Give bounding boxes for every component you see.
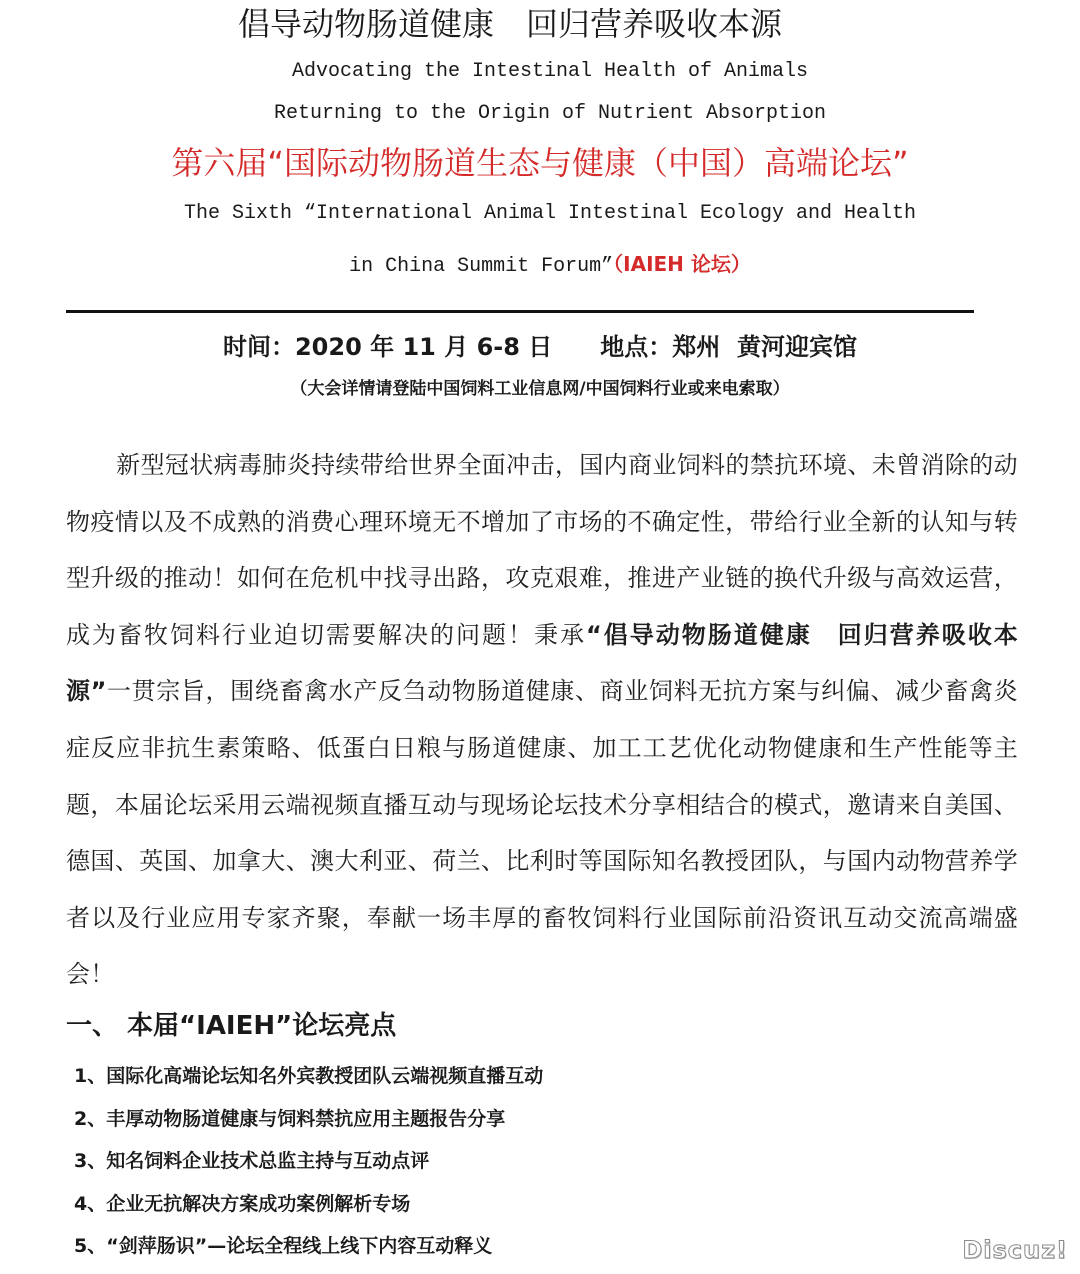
forum-abbr: （IAIEH 论坛） (613, 252, 751, 276)
forum-name-en-line1: The Sixth “International Animal Intestinal Ecology and Health (183, 202, 917, 225)
info-note: （大会详情请登陆中国饲料工业信息网/中国饲料行业或来电索取） (290, 379, 790, 399)
list-item: 2、丰厚动物肠道健康与饲料禁抗应用主题报告分享 (74, 1107, 506, 1130)
intro-paragraph (66, 437, 1018, 1003)
time-place-line: 时间：2020 年 11 月 6-8 日 地点：郑州 黄河迎宾馆 (222, 333, 858, 361)
discuz-watermark: Discuz! (962, 1236, 1068, 1264)
intro-bold-slogan: “倡导动物肠道健康 回归营养吸收本源” (66, 620, 1019, 706)
header-divider (66, 310, 974, 313)
forum-name-cn: 第六届“国际动物肠道生态与健康（中国）高端论坛” (171, 144, 909, 182)
list-item: 4、企业无抗解决方案成功案例解析专场 (74, 1192, 411, 1215)
intro-part2: 一贯宗旨，围绕畜禽水产反刍动物肠道健康、商业饲料无抗方案与纠偏、减少畜禽炎症反应非抗生素策略、低蛋白日粮与肠道健康、加工工艺优化动物健康和生产性能等主题，本届论坛采用云端视频直播互动与现场论坛技术分享相结合的模式，邀请来自美国、德国、英国、加拿大、澳大利亚、荷兰、比利时等国际知名教授团队，与国内动物营养学者以及行业应用专家齐聚，奉献一场丰厚的畜牧饲料行业国际前沿资讯互动交流高端盛会！ (66, 677, 1018, 989)
main-title-cn: 倡导动物肠道健康 回归营养吸收本源 (237, 5, 782, 43)
highlights-list (74, 1055, 974, 1268)
highlights-heading: 一、 本届“IAIEH”论坛亮点 (66, 1011, 397, 1041)
forum-name-en-line2-wrapper (0, 249, 1080, 282)
list-item: 5、“剑萍肠识”—论坛全程线上线下内容互动释义 (74, 1235, 493, 1258)
list-item: 1、国际化高端论坛知名外宾教授团队云端视频直播互动 (74, 1065, 544, 1087)
forum-name-en-line2: in China Summit Forum” (349, 255, 614, 278)
main-title-en-line2: Returning to the Origin of Nutrient Absorption (273, 102, 827, 125)
main-title-en-line1: Advocating the Intestinal Health of Animals (291, 60, 809, 83)
list-item: 3、知名饲料企业技术总监主持与互动点评 (74, 1150, 430, 1173)
intro-part1: 新型冠状病毒肺炎持续带给世界全面冲击，国内商业饲料的禁抗环境、未曾消除的动物疫情以及不成熟的消费心理环境无不增加了市场的不确定性，带给行业全新的认知与转型升级的推动！如何在危机中找寻出路，攻克艰难，推进产业链的换代升级与高效运营，成为畜牧饲料行业迫切需要解决的问题！秉承 (66, 451, 1018, 649)
